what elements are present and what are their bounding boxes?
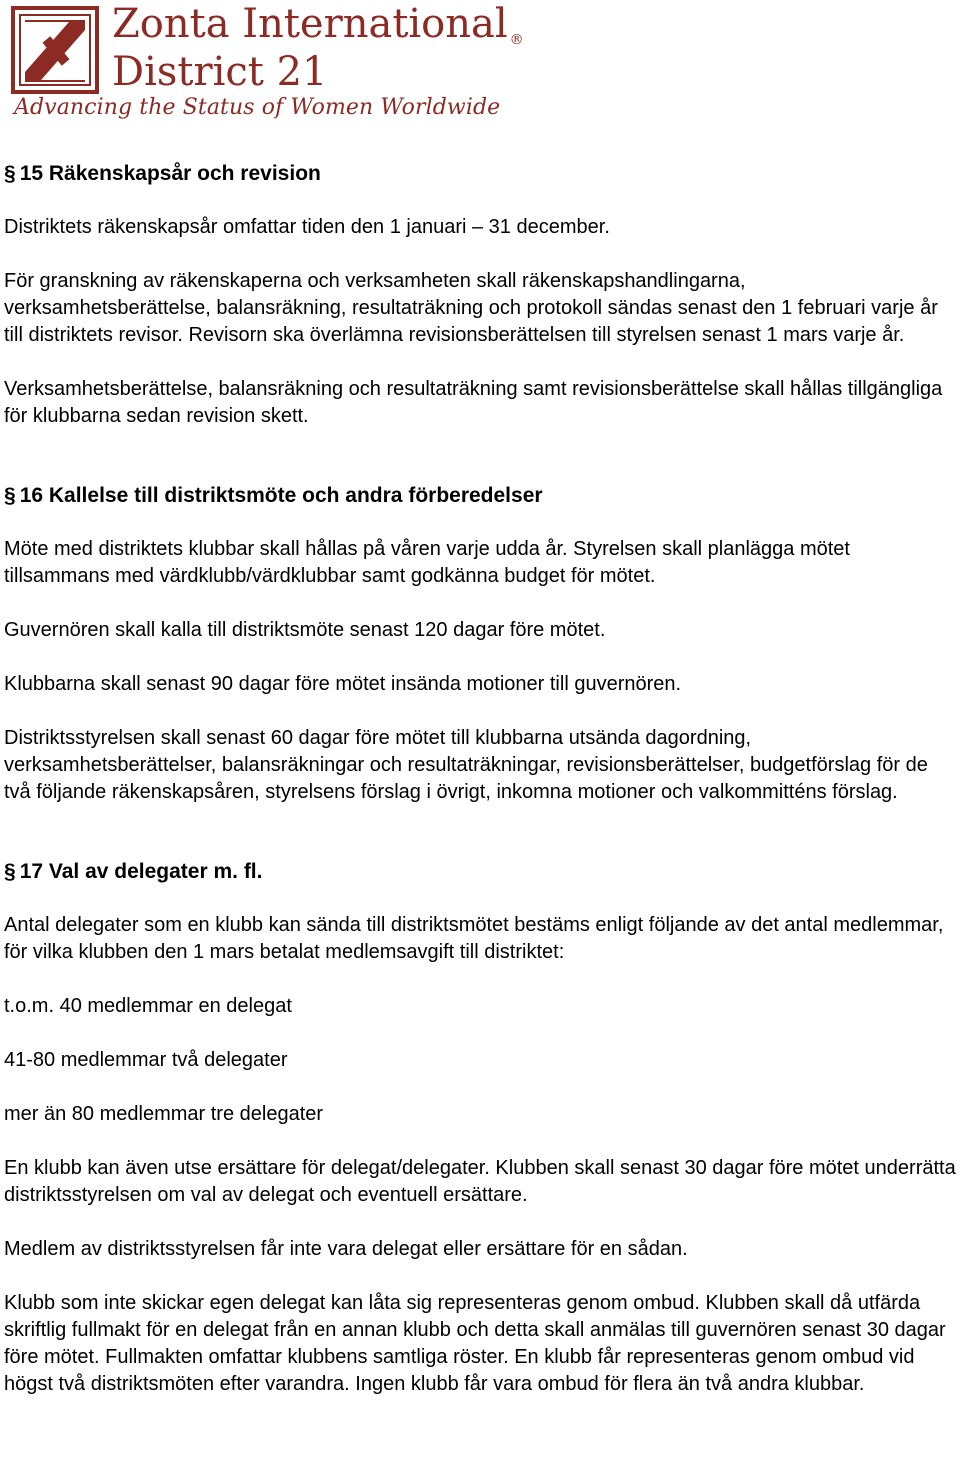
delegate-rule: t.o.m. 40 medlemmar en delegat (4, 995, 292, 1017)
paragraph: För granskning av räkenskaperna och verksamheten skall räkenskapshandlingarna, verksamhetsberättelse, balansräkning, resultaträkning och protokoll sändas senast den 1 februari varje år till distriktets revisor. Revisorn ska överlämna revisionsberättelsen till styrelsen senast 1 mars varje år. (4, 270, 938, 346)
registered-mark: ® (509, 32, 524, 48)
paragraph: Verksamhetsberättelse, balansräkning och resultaträkning samt revisionsberättelse skall hållas tillgängliga för klubbarna sedan revision skett. (4, 378, 943, 427)
delegate-rule: 41-80 medlemmar två delegater (4, 1049, 288, 1071)
section-16 (4, 483, 956, 806)
zonta-logo-icon (11, 6, 99, 94)
letterhead (0, 0, 524, 135)
paragraph: En klubb kan även utse ersättare för delegat/delegater. Klubben skall senast 30 dagar före mötet underrätta distriktsstyrelsen om val av delegat och eventuell ersättare. (4, 1157, 956, 1206)
paragraph: Klubb som inte skickar egen delegat kan låta sig representeras genom ombud. Klubben skall då utfärda skriftlig fullmakt för en delegat från en annan klubb och detta skall anmälas till guvernören senast 30 dagar före mötet. Fullmakten omfattar klubbens samtliga röster. En klubb får representeras genom ombud vid högst två distriktsmöten efter varandra. Ingen klubb får vara ombud för flera än två andra klubbar. (4, 1292, 946, 1395)
section-heading (4, 483, 956, 509)
section-17 (4, 859, 956, 1398)
paragraph: Distriktets räkenskapsår omfattar tiden den 1 januari – 31 december. (4, 216, 610, 238)
paragraph: Antal delegater som en klubb kan sända till distriktsmötet bestäms enligt följande av det antal medlemmar, för vilka klubben den 1 mars betalat medlemsavgift till distriktet: (4, 914, 944, 963)
section-title: 16 Kallelse till distriktsmöte och andra förberedelser (19, 484, 543, 507)
section-sign: § (4, 484, 16, 507)
section-heading (4, 859, 956, 885)
tagline: Advancing the Status of Women Worldwide (14, 95, 501, 120)
paragraph: Medlem av distriktsstyrelsen får inte vara delegat eller ersättare för en sådan. (4, 1238, 688, 1260)
section-15 (4, 161, 956, 430)
district-name: District 21 (112, 49, 328, 95)
paragraph: Distriktsstyrelsen skall senast 60 dagar före mötet till klubbarna utsända dagordning, verksamhetsberättelser, balansräkningar och resultaträkningar, revisionsberättelser, budgetförslag för de två följande räkenskapsåren, styrelsens förslag i övrigt, inkomna motioner och valkommitténs förslag. (4, 727, 928, 803)
section-sign: § (4, 860, 16, 883)
paragraph: Klubbarna skall senast 90 dagar före mötet insända motioner till guvernören. (4, 673, 682, 695)
section-title: 15 Räkenskapsår och revision (19, 162, 321, 185)
section-heading (4, 161, 956, 187)
section-title: 17 Val av delegater m. fl. (19, 860, 263, 883)
paragraph: Möte med distriktets klubbar skall hållas på våren varje udda år. Styrelsen skall planlägga mötet tillsammans med värdklubb/värdklubbar samt godkänna budget för mötet. (4, 538, 850, 587)
organization-name: Zonta International ® (112, 1, 524, 48)
delegate-rule: mer än 80 medlemmar tre delegater (4, 1103, 324, 1125)
section-sign: § (4, 162, 16, 185)
document-body (4, 161, 956, 1425)
paragraph: Guvernören skall kalla till distriktsmöte senast 120 dagar före mötet. (4, 619, 606, 641)
